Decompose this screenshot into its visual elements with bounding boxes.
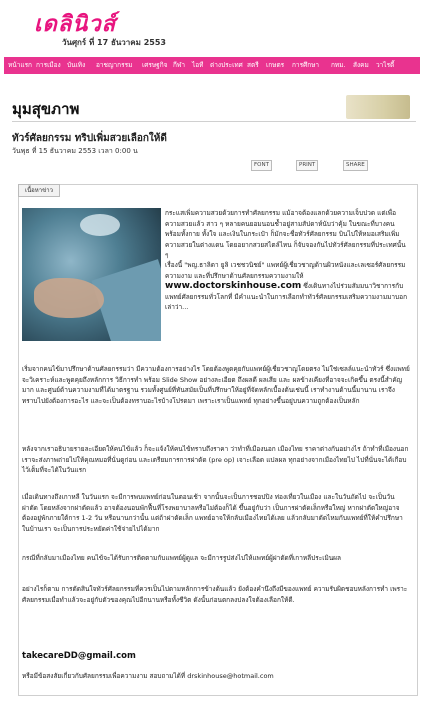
- nav-item-variety[interactable]: วาไรตี้: [376, 61, 395, 69]
- paragraph-conclusion: อย่างไรก็ตาม การตัดสินใจทัวร์ศัลยกรรมที่ควรเป็นไปตามหลักการข้างต้นแล้ว ยังต้องคำนึงถึงมีของแพทย์ ความรับผิดชอบหลังการทำ เพราะศัลยกรรมเมื่อทำแล้วจะอยู่กับตัวของคุณไปอีกนานหรือทั้งชีวิต ดังนั้นก่อนตกลงปลงใจต้องเลือกให้ดี.: [22, 585, 408, 604]
- issue-date: วันศุกร์ ที่ 17 ธันวาคม 2553: [62, 38, 166, 47]
- doctor-intro-rest: ซึ่งเดินทางไปร่วมสัมมนาวิชาการกับแพทย์ศัลยกรรมทั่วโลกที่ มีคำแนะนำในการเลือกทำทัวร์ศัลยกรรมเสริมความงามมาบอกเล่าว่า...: [165, 282, 408, 311]
- photo-hand: [34, 278, 104, 318]
- section-header: [12, 95, 416, 122]
- nav-item-it[interactable]: ไอที: [192, 61, 204, 69]
- share-button[interactable]: SHARE: [343, 160, 368, 171]
- paragraph-doctor: [165, 260, 409, 313]
- article-headline: ทัวร์ศัลยกรรม ทริปเพิ่มสวยเลือกให้ดี: [12, 133, 167, 144]
- masthead: [0, 0, 424, 58]
- doctor-website-link[interactable]: www.doctorskinhouse.com: [165, 281, 302, 291]
- main-nav: [4, 57, 420, 74]
- article-dateline: วันพุธ ที่ 15 ธันวาคม 2553 เวลา 0:00 น: [12, 147, 138, 155]
- paragraph-korea-trip: เมื่อเดินทางถึงเกาหลี ในวันแรก จะมีการพบแพทย์ก่อนในตอนเช้า จากนั้นจะเป็นการชอปปิง ท่องเที่ยวในเมือง และในวันถัดไป จะเป็นวันผ่าตัด โดยหลังจากผ่าตัดแล้ว อาจต้องนอนพักฟื้นที่โรงพยาบาลหรือไม่ต้องก็ได้ ขึ้นอยู่กับว่า เป็นการผ่าตัดเล็กหรือใหญ่ หากผ่าตัดใหญ่อาจต้องอยู่พักภายใต้การ 1-2 วัน หรือนานกว่านั้น แต่ถ้าผ่าตัดเล็ก แพทย์อาจให้กลับเมืองไทยได้เลย แล้วกลับมาตัดไหมกับแพทย์ที่ให้คำปรึกษาในบ้านเรา จะเป็นการประหยัดค่าใช้จ่ายไปได้มาก: [22, 493, 403, 533]
- nav-item-home[interactable]: หน้าแรก: [8, 61, 32, 69]
- nav-item-sport[interactable]: กีฬา: [173, 61, 186, 69]
- font-button[interactable]: FONT: [251, 160, 272, 171]
- paragraph-intro: กระแสเพิ่มความสวยด้วยการทำศัลยกรรม แม้อาจต้องแลกด้วยความเจ็บปวด แต่เพื่อความสวยแล้ว สาว ๆ หลายคนยอมนอนช้ำอยู่สามสัปดาห์นับว่าคุ้ม ในขณะที่บางคนพร้อมทั้งกาย ทั้งใจ และเงินในกระเป๋า ก็มักจะชื่อทัวร์ศัลยกรรม บินไปให้หมอเสริมเพิ่มความสวยในต่างแดน โดยอยากสวยสไตล์ไหน ก็จับจองกันไปทัวร์ศัลยกรรมที่ประเทศนั้น ๆ: [165, 209, 406, 259]
- footer-contact-note: หรือมีข้อสงสัยเกี่ยวกับศัลยกรรมเพื่อความงาม สอบถามได้ที่ drskinhouse@hotmail.com: [22, 672, 274, 680]
- nav-item-politics[interactable]: การเมือง: [36, 61, 61, 69]
- section-banner-image: [346, 95, 410, 119]
- paragraph-consult: เริ่มจากคนไข้มาปรึกษาด้านศัลยกรรมว่า มีความต้องการอย่างไร โดยต้องพูดคุยกับแพทย์ผู้เชี่ยวชาญโดยตรง ไม่ใช่เซลล์แนะนำทัวร์ ซึ่งแพทย์จะวิเคราะห์และพูดคุยถึงหลักการ วิธีการทำ พร้อม Slide Show อย่างละเอียด ถึงผลดี ผลเสีย และ ผลข้างเคียงที่อาจจะเกิดขึ้น ตรงนี้สำคัญมาก และศูนย์ด้านความงามที่ได้มาตรฐาน รวมทั้งศูนย์ที่ทันสมัยเป็นที่ปรึกษาให้อยู่ที่จัดหลักเบื้องต้นเช่นนี้ เราทำงานด้านนี้มานาน เราจึงทราบไปยังต้องการอะไร และจะเป็นต้องทราบอะไรบ้างโปรดมา เพราะเราเป็นแพทย์ ทุกอย่างขึ้นอยู่บนความถูกต้องเป็นหลัก: [22, 365, 410, 405]
- nav-item-crime[interactable]: อาชญากรรม: [96, 61, 133, 69]
- nav-item-agriculture[interactable]: เกษตร: [266, 61, 285, 69]
- nav-item-economy[interactable]: เศรษฐกิจ: [142, 61, 168, 69]
- photo-lamp: [80, 214, 120, 236]
- paragraph-followup: กรณีที่กลับมาเมืองไทย คนไข้จะได้รับการติดตามกับแพทย์ผู้ดูแล จะมีการรูปส่งไปให้แพทย์ผู้ผ่าตัดที่เกาหลีประเมินผล: [22, 554, 341, 562]
- nav-item-education[interactable]: การศึกษา: [292, 61, 320, 69]
- nav-item-society[interactable]: สังคม: [353, 61, 369, 69]
- nav-item-entertainment[interactable]: บันเทิง: [67, 61, 86, 69]
- nav-item-women[interactable]: สตรี: [247, 61, 259, 69]
- section-title: มุมสุขภาพ: [12, 100, 80, 118]
- nav-item-world[interactable]: ต่างประเทศ: [210, 61, 243, 69]
- contact-email[interactable]: takecareDD@gmail.com: [22, 651, 136, 661]
- tab-article-content[interactable]: เนื้อหาข่าว: [18, 184, 60, 197]
- article-photo: [22, 208, 161, 341]
- doctor-intro-text: เรื่องนี้ "พญ.ธาลิดา ยูลิ เวชชวนิชย์" แพทย์ผู้เชี่ยวชาญด้านผิวหนังและเลเซอร์ศัลยกรรมความงาม และที่ปรึกษาด้านศัลยกรรมความงามให้: [165, 261, 406, 280]
- print-button[interactable]: PRINT: [296, 160, 318, 171]
- paragraph-pricing: หลังจากเราอธิบายรายละเอียดให้คนไข้แล้ว ก็จะแจ้งให้คนไข้ทราบถึงราคา ว่าทำที่เมืองนอก เมืองไทย ราคาต่างกันอย่างไร ถ้าทำที่เมืองนอก เราจะส่งภาพถ่ายไปให้คุณหมอที่นั่นดูก่อน และเตรียมการการผ่าตัด (pre op) เจาะเลือด แปลผล ทุกอย่างจากเมืองไทยไป ไปที่นั่นจะได้เกือบไว้เต็มที่จะได้ในวันแรก: [22, 445, 409, 474]
- site-logo[interactable]: เดลินิวส์: [34, 12, 117, 37]
- nav-item-bangkok[interactable]: กทม.: [331, 61, 346, 69]
